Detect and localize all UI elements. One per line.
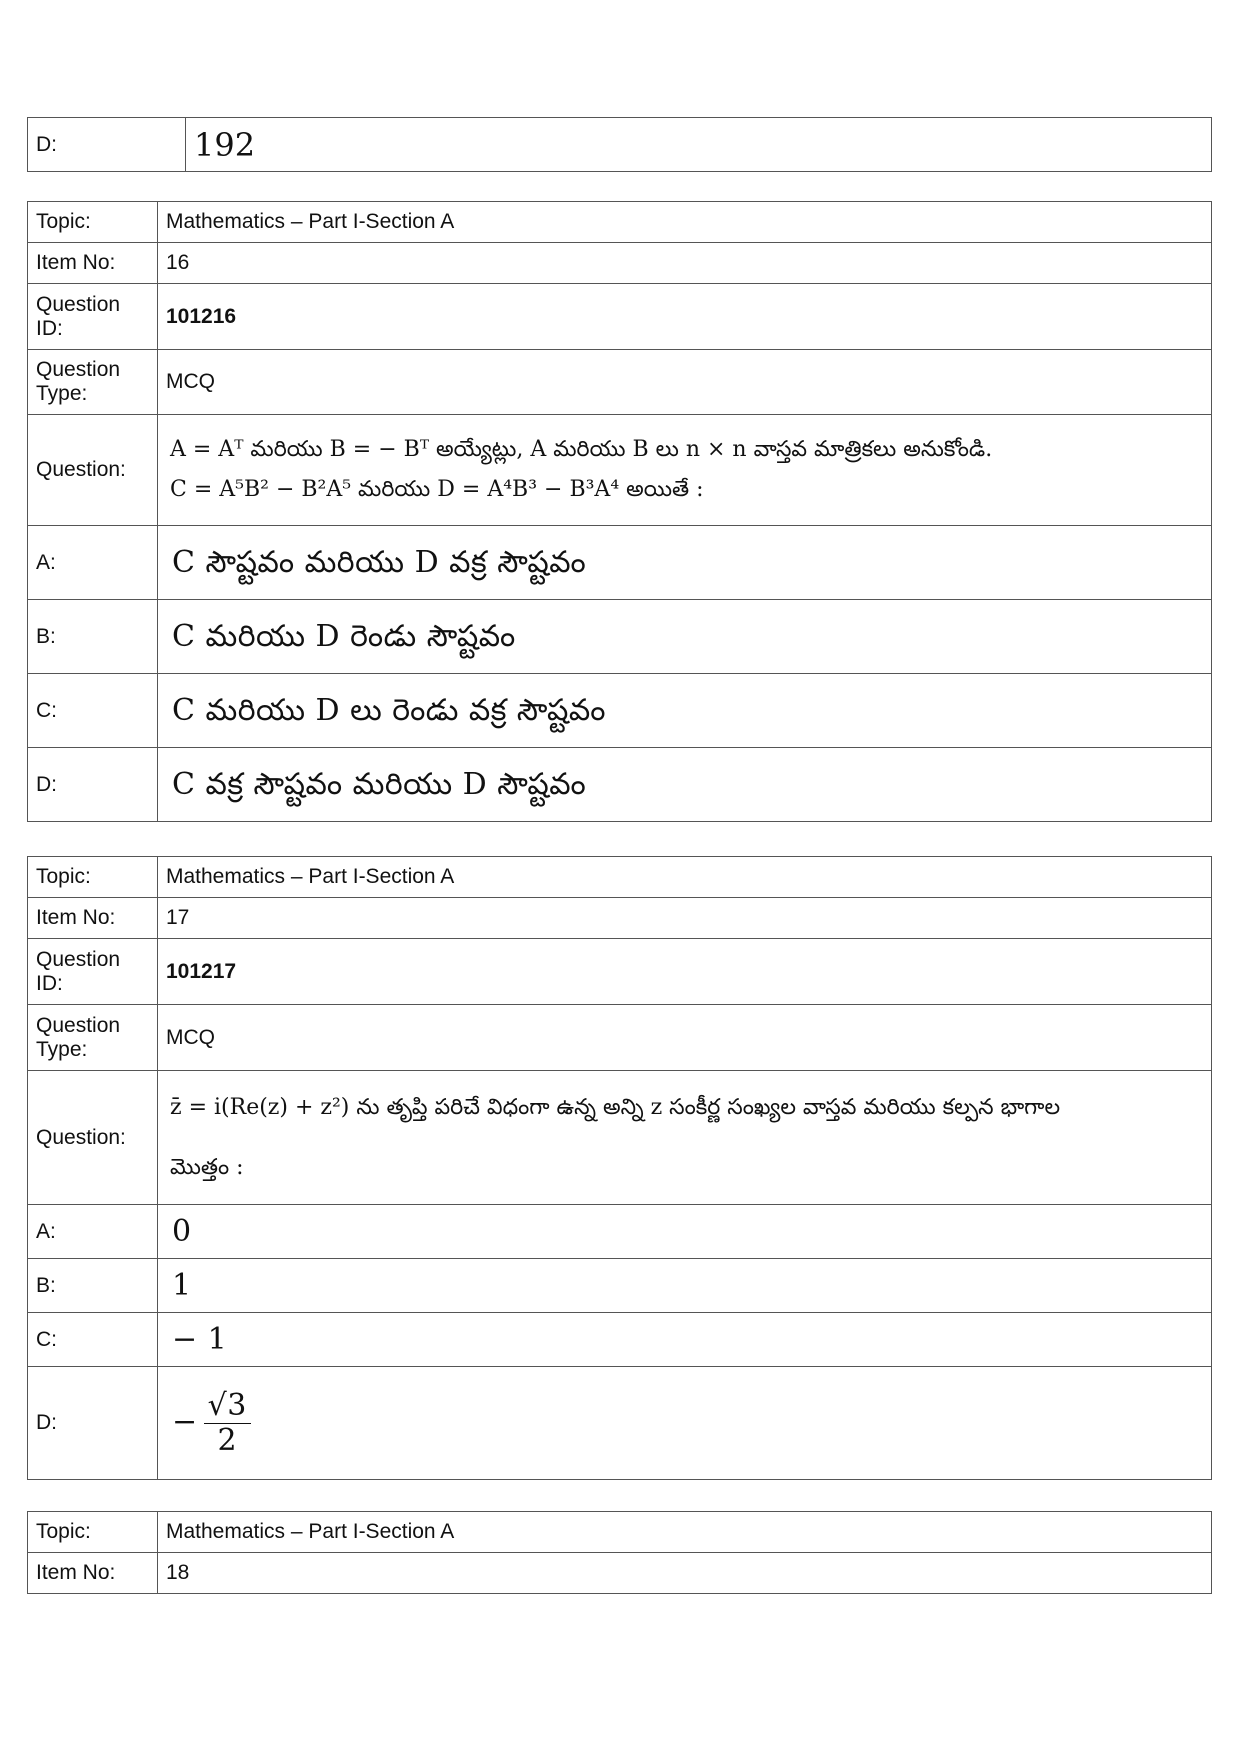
item-no-label: Item No: (28, 243, 158, 284)
item-no-label: Item No: (28, 1553, 158, 1594)
item-no-value: 17 (158, 898, 1212, 939)
option-d-fraction (158, 1367, 1212, 1480)
option-c-text: − 1 (158, 1313, 1212, 1367)
question-text (158, 415, 1212, 526)
question-block-16 (27, 201, 1212, 822)
fraction-denominator: 2 (217, 1422, 238, 1458)
topic-value: Mathematics – Part I-Section A (158, 1512, 1212, 1553)
question-id-value: 101216 (166, 304, 237, 328)
fraction-sign: − (172, 1404, 198, 1439)
option-value: 192 (186, 118, 1212, 172)
option-b-text: 1 (158, 1259, 1212, 1313)
question-line-2: మొత్తం : (170, 1154, 244, 1180)
question-equation: z̄ = i(Re(z) + z²) (170, 1094, 350, 1120)
option-c-label: C: (28, 674, 158, 748)
option-c-label: C: (28, 1313, 158, 1367)
option-d-label: D: (28, 1367, 158, 1480)
fraction-numerator: √3 (204, 1389, 251, 1424)
topic-label: Topic: (28, 1512, 158, 1553)
question-type-value: MCQ (158, 1005, 1212, 1071)
option-b-label: B: (28, 1259, 158, 1313)
topic-value: Mathematics – Part I-Section A (158, 202, 1212, 243)
question-text (158, 1071, 1212, 1205)
question-id-value: 101217 (166, 959, 237, 983)
question-label: Question: (28, 1071, 158, 1205)
question-id-label: Question ID: (28, 284, 158, 350)
option-a-label: A: (28, 1205, 158, 1259)
option-d-text: C వక్ర సౌష్టవం మరియు D సౌష్టవం (158, 748, 1212, 822)
question-type-label: Question Type: (28, 350, 158, 415)
topic-label: Topic: (28, 202, 158, 243)
option-label: D: (28, 118, 186, 172)
question-line-1: A = Aᵀ మరియు B = − Bᵀ అయ్యేట్లు, A మరియు B లు n × n వాస్తవ మాత్రికలు అనుకోండి. (170, 437, 993, 462)
option-b-label: B: (28, 600, 158, 674)
question-line-2: C = A⁵B² − B²A⁵ మరియు D = A⁴B³ − B³A⁴ అయితే : (170, 477, 704, 502)
question-type-value: MCQ (158, 350, 1212, 415)
question-type-label: Question Type: (28, 1005, 158, 1071)
option-a-text: C సౌష్టవం మరియు D వక్ర సౌష్టవం (158, 526, 1212, 600)
question-id-label: Question ID: (28, 939, 158, 1005)
option-d-label: D: (28, 748, 158, 822)
topic-value: Mathematics – Part I-Section A (158, 857, 1212, 898)
prev-question-tail (27, 117, 1212, 172)
item-no-value: 18 (158, 1553, 1212, 1594)
question-block-18 (27, 1511, 1212, 1594)
question-line-1: ను తృప్తి పరిచే విధంగా ఉన్న అన్ని z సంకీర్ణ సంఖ్యల వాస్తవ మరియు కల్పన భాగాల (356, 1094, 1061, 1120)
option-a-label: A: (28, 526, 158, 600)
option-a-text: 0 (158, 1205, 1212, 1259)
question-block-17 (27, 856, 1212, 1480)
topic-label: Topic: (28, 857, 158, 898)
item-no-label: Item No: (28, 898, 158, 939)
option-b-text: C మరియు D రెండు సౌష్టవం (158, 600, 1212, 674)
option-c-text: C మరియు D లు రెండు వక్ర సౌష్టవం (158, 674, 1212, 748)
item-no-value: 16 (158, 243, 1212, 284)
question-label: Question: (28, 415, 158, 526)
